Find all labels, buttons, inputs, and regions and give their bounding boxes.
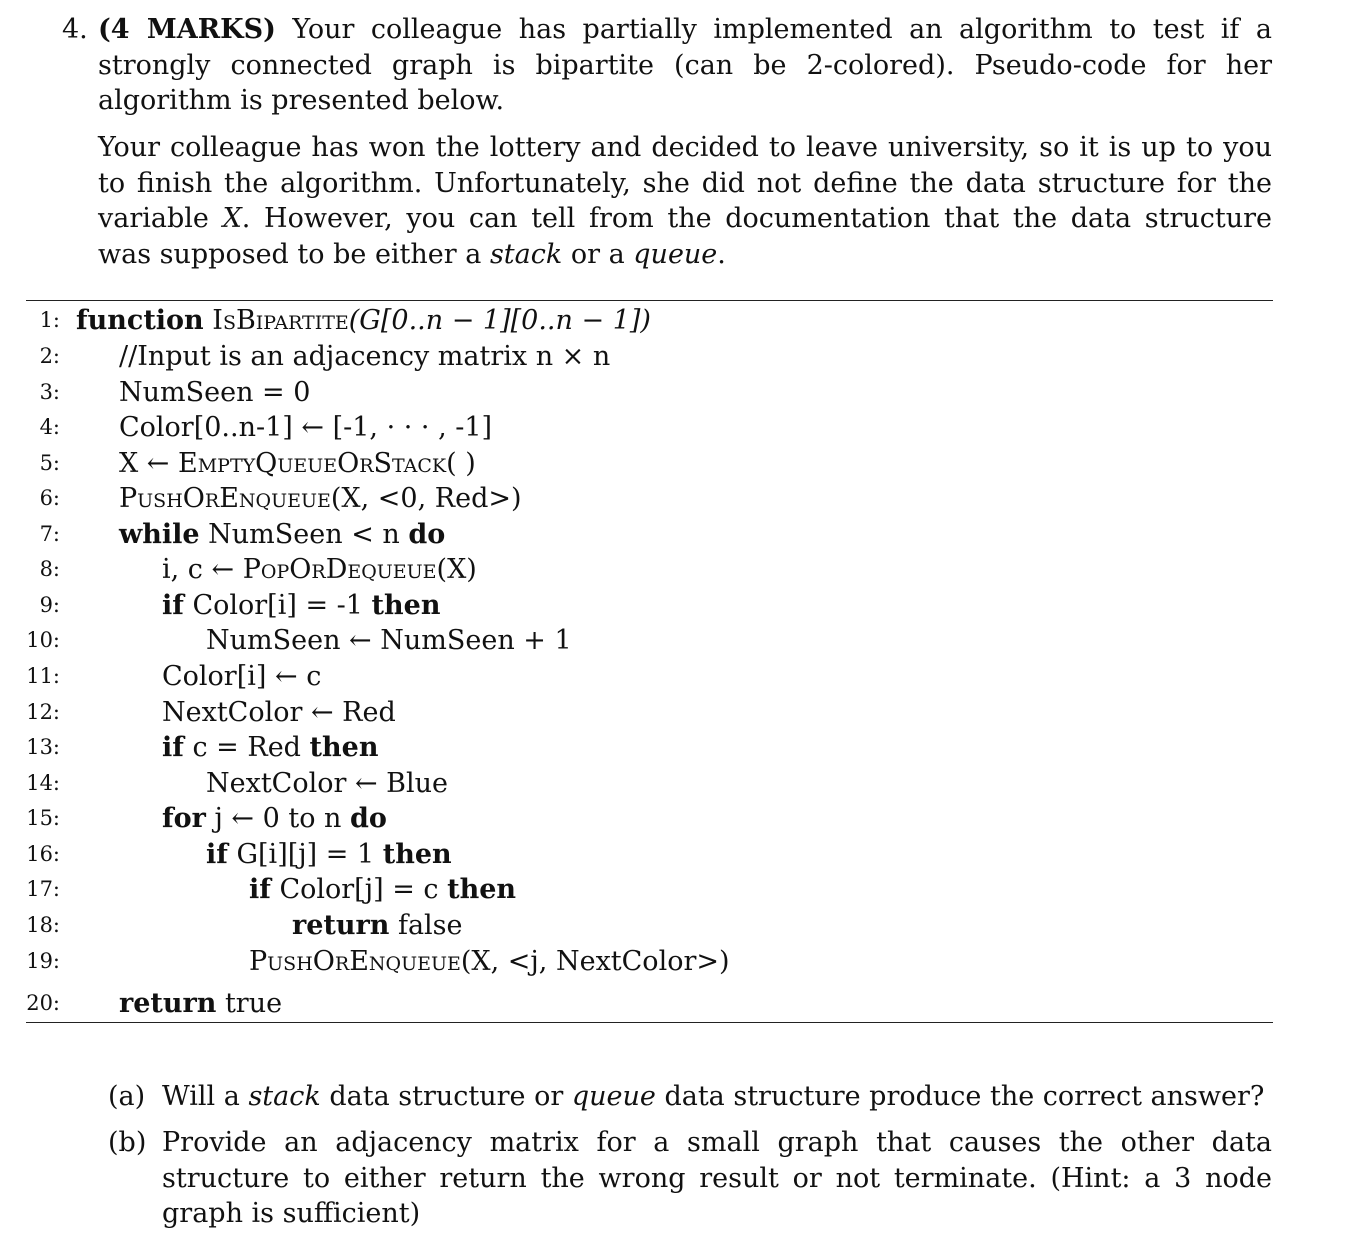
line-number: 20:	[26, 991, 60, 1015]
code-line-18	[292, 908, 463, 943]
context-end: .	[717, 238, 726, 270]
code-text: false	[389, 910, 463, 941]
keyword: for	[162, 803, 206, 834]
term-queue: queue	[633, 238, 718, 270]
keyword: if	[249, 874, 271, 905]
line-number: 8:	[39, 557, 60, 581]
line-number: 6:	[39, 486, 60, 510]
line-number: 2:	[39, 344, 60, 368]
part-a-queue: queue	[571, 1081, 656, 1112]
line-number: 14:	[26, 771, 60, 795]
code-line-4: Color[0..n-1] ← [-1, · · · , -1]	[119, 412, 493, 443]
part-a-text-1: Will a	[162, 1081, 249, 1112]
code-line-9	[162, 588, 440, 623]
keyword: then	[382, 839, 452, 870]
line-number: 10:	[26, 628, 60, 652]
line-number: 5:	[39, 451, 60, 475]
code-line-15	[162, 801, 387, 836]
part-b-label: (b)	[108, 1127, 147, 1158]
code-text: (X, <j, NextColor>)	[460, 946, 730, 977]
code-line-3: NumSeen = 0	[119, 377, 311, 408]
code-text: G[i][j] = 1	[227, 839, 383, 870]
code-line-1	[76, 303, 651, 338]
part-a-text-3: data structure produce the correct answer?	[655, 1081, 1265, 1112]
code-line-13	[162, 730, 378, 765]
keyword: if	[162, 732, 184, 763]
line-number: 15:	[26, 806, 60, 830]
function-params: (G[0..n − 1][0..n − 1])	[348, 305, 651, 336]
part-a-stack: stack	[248, 1081, 321, 1112]
line-number: 12:	[26, 700, 60, 724]
context-or: or a	[562, 238, 634, 270]
code-line-10: NumSeen ← NumSeen + 1	[206, 625, 572, 656]
code-text: (X)	[436, 554, 477, 585]
code-text: true	[216, 988, 283, 1019]
code-line-14: NextColor ← Blue	[206, 768, 449, 799]
code-text: i, c ←	[162, 554, 243, 585]
line-number: 4:	[39, 415, 60, 439]
context-text-b: . However, you can tell from the documentation that the data structure was supposed to be either a	[98, 203, 1272, 270]
code-line-17	[249, 872, 516, 907]
algorithm-top-rule	[26, 300, 1273, 301]
part-b-text: Provide an adjacency matrix for a small graph that causes the other data structure to either return the wrong result or not terminate. (Hint: a 3 node graph is sufficient)	[162, 1127, 1272, 1229]
question-number: 4.	[62, 14, 88, 45]
intro-paragraph	[98, 12, 1272, 119]
keyword: do	[350, 803, 387, 834]
variable-x: X	[222, 203, 242, 234]
line-number: 7:	[39, 522, 60, 546]
line-number: 9:	[39, 593, 60, 617]
keyword: while	[119, 519, 200, 550]
part-a-text	[162, 1079, 1272, 1115]
procedure-name: PushOrEnqueue	[119, 483, 331, 514]
line-number: 17:	[26, 877, 60, 901]
line-number: 13:	[26, 735, 60, 759]
procedure-name: EmptyQueueOrStack	[178, 448, 447, 479]
code-line-12: NextColor ← Red	[162, 697, 396, 728]
keyword: function	[76, 305, 204, 336]
code-line-2: //Input is an adjacency matrix n × n	[119, 341, 611, 372]
keyword: do	[408, 519, 446, 550]
code-line-11: Color[i] ← c	[162, 661, 322, 692]
procedure-name: PopOrDequeue	[242, 554, 437, 585]
code-line-5	[119, 446, 476, 481]
context-text-a: Your colleague has won the lottery and decided to leave university, so it is up to you to finish the algorithm. Unfortunately, she did not define the data structure for the variable	[98, 132, 1272, 234]
keyword: then	[447, 874, 517, 905]
code-text: c = Red	[183, 732, 310, 763]
code-line-20	[119, 986, 282, 1021]
intro-text: Your colleague has partially implemented an algorithm to test if a strongly connected graph is bipartite (can be 2-colored). Pseudo-code for her algorithm is presented below.	[98, 14, 1272, 116]
line-number: 19:	[26, 949, 60, 973]
keyword: then	[371, 590, 441, 621]
code-text: Color[i] = -1	[183, 590, 372, 621]
code-line-8	[162, 552, 477, 587]
code-line-19	[249, 944, 730, 979]
keyword: return	[119, 988, 217, 1019]
function-name: IsBipartite	[212, 305, 349, 336]
line-number: 18:	[26, 913, 60, 937]
term-stack: stack	[489, 238, 563, 270]
keyword: if	[162, 590, 184, 621]
marks-label: (4 MARKS)	[98, 14, 276, 45]
code-line-6	[119, 481, 522, 516]
code-text: j ← 0 to n	[205, 803, 351, 834]
code-text: Color[j] = c	[270, 874, 448, 905]
code-text: ( )	[446, 448, 476, 479]
keyword: return	[292, 910, 390, 941]
line-number: 3:	[39, 380, 60, 404]
keyword: then	[309, 732, 379, 763]
code-text: (X, <0, Red>)	[330, 483, 522, 514]
part-a-label: (a)	[108, 1081, 146, 1112]
line-number: 11:	[26, 664, 60, 688]
procedure-name: PushOrEnqueue	[249, 946, 461, 977]
code-line-7	[119, 517, 445, 552]
code-text: X ←	[119, 448, 179, 479]
part-a-text-2: data structure or	[320, 1081, 572, 1112]
line-number: 1:	[39, 308, 60, 332]
code-text: NumSeen < n	[199, 519, 409, 550]
line-number: 16:	[26, 842, 60, 866]
algorithm-bottom-rule	[26, 1022, 1273, 1023]
keyword: if	[206, 839, 228, 870]
context-paragraph	[98, 130, 1272, 272]
code-line-16	[206, 837, 452, 872]
